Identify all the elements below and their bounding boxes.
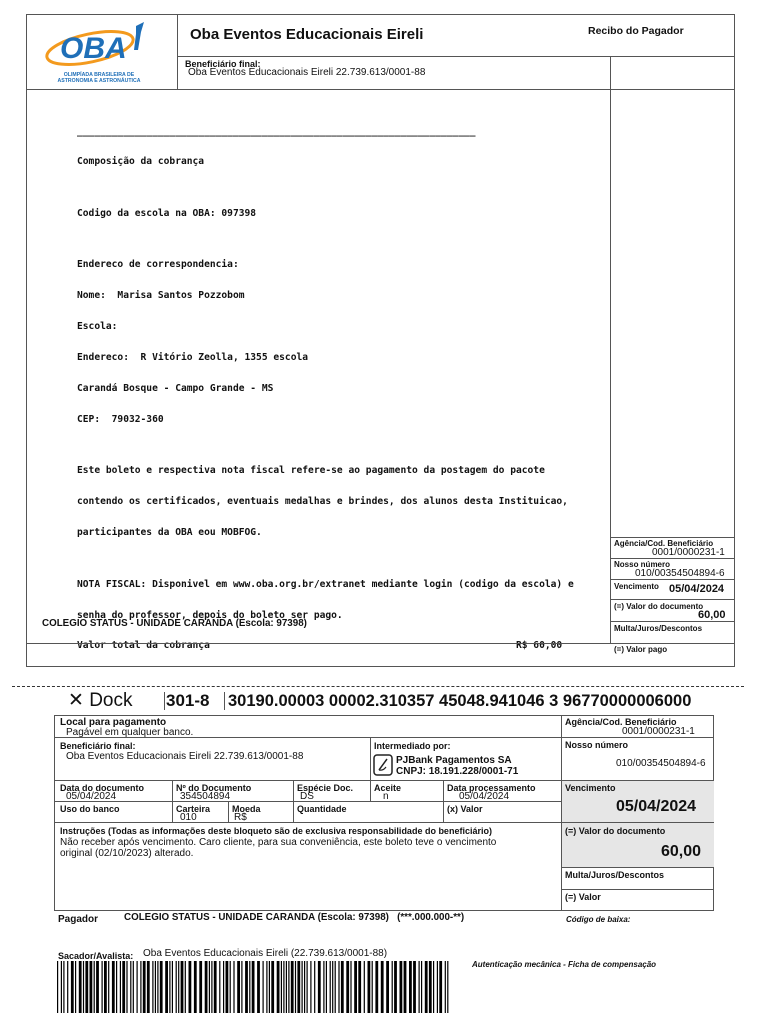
barcode-bar — [176, 961, 177, 1013]
slip-beneficiary-value: Oba Eventos Educacionais Eireli 22.739.613/0001-88 — [66, 751, 304, 762]
barcode — [57, 961, 451, 1013]
barcode-bar — [257, 961, 260, 1013]
instrucoes-line-2: original (02/10/2023) alterado. — [60, 848, 194, 859]
barcode-bar — [152, 961, 153, 1013]
barcode-bar — [447, 961, 448, 1013]
pagador-name: COLEGIO STATUS - UNIDADE CARANDA (Escola: 97398) — [124, 912, 389, 923]
barcode-bar — [63, 961, 64, 1013]
receipt-nosso-numero-label: Nosso número — [614, 560, 671, 569]
receipt-agencia-value: 0001/0000231-1 — [652, 547, 725, 558]
barcode-bar — [223, 961, 224, 1013]
receipt-bottom-divider — [26, 643, 735, 644]
barcode-bar — [354, 961, 357, 1013]
nota-fiscal-line: senha do professor, depois do boleto ser pago. — [77, 609, 343, 621]
x-valor-label: (x) Valor — [447, 804, 483, 814]
barcode-bar — [394, 961, 397, 1013]
slip-agencia-label: Agência/Cod. Beneficiário — [565, 717, 677, 727]
instrucoes-label: Instruções (Todas as informações deste bloqueto são de exclusiva responsabilidade do beneficiário) — [60, 826, 492, 836]
barcode-bar — [165, 961, 168, 1013]
receipt-right-divider — [610, 599, 735, 600]
slip-vencimento-value: 05/04/2024 — [616, 798, 697, 815]
barcode-bar — [283, 961, 284, 1013]
barcode-bar — [281, 961, 282, 1013]
barcode-bar — [108, 961, 109, 1013]
slip-row-divider — [54, 822, 714, 823]
barcode-bar — [392, 961, 393, 1013]
barcode-bar — [226, 961, 229, 1013]
barcode-bar — [381, 961, 384, 1013]
moeda-value: R$ — [234, 812, 247, 823]
barcode-bar — [419, 961, 420, 1013]
barcode-bar — [122, 961, 125, 1013]
barcode-bar — [67, 961, 68, 1013]
receipt-payer: COLEGIO STATUS - UNIDADE CARANDA (Escola: 97398) — [42, 618, 307, 629]
receipt-vencimento-label: Vencimento — [614, 582, 659, 591]
barcode-bar — [172, 961, 173, 1013]
slip-valor-documento-label: (=) Valor do documento — [565, 826, 666, 836]
barcode-bar — [271, 961, 274, 1013]
barcode-bar — [96, 961, 99, 1013]
barcode-bar — [112, 961, 115, 1013]
receipt-right-divider — [610, 579, 735, 580]
slip-right-divider — [561, 867, 714, 868]
address-street: Endereco: R Vitório Zeolla, 1355 escola — [77, 352, 309, 364]
barcode-bar — [338, 961, 339, 1013]
barcode-bar — [233, 961, 234, 1013]
sacador-label: Sacador/Avalista: — [58, 951, 134, 961]
barcode-bar — [346, 961, 349, 1013]
barcode-bar — [71, 961, 74, 1013]
receipt-beneficiary-value: Oba Eventos Educacionais Eireli 22.739.613/0001-88 — [188, 67, 426, 78]
barcode-bar — [169, 961, 170, 1013]
address-cep: CEP: 79032-360 — [77, 413, 164, 425]
barcode-bar — [126, 961, 127, 1013]
barcode-bar — [157, 961, 158, 1013]
barcode-bar — [368, 961, 371, 1013]
codigo-baixa-label: Código de baixa: — [566, 915, 631, 924]
barcode-bar — [116, 961, 117, 1013]
barcode-bar — [241, 961, 242, 1013]
barcode-bar — [358, 961, 361, 1013]
barcode-bar — [245, 961, 248, 1013]
autenticacao-label: Autenticação mecânica - Ficha de compensação — [472, 960, 657, 969]
receipt-right-divider — [610, 558, 735, 559]
barcode-bar — [237, 961, 240, 1013]
receipt-nosso-numero-value: 010/00354504894-6 — [635, 568, 725, 579]
barcode-bar — [341, 961, 344, 1013]
header-title-divider — [177, 56, 735, 57]
barcode-bar — [85, 961, 88, 1013]
data-processamento-value: 05/04/2024 — [459, 791, 510, 802]
barcode-bar — [249, 961, 250, 1013]
address-name: Nome: Marisa Santos Pozzobom — [77, 290, 245, 302]
composition-line: _____________________________________________________________________ — [77, 125, 476, 137]
barcode-bar — [323, 961, 324, 1013]
intermediado-label: Intermediado por: — [374, 741, 451, 751]
barcode-bar — [189, 961, 192, 1013]
barcode-bar — [433, 961, 434, 1013]
pagador-label: Pagador — [58, 914, 99, 925]
receipt-right-divider — [610, 537, 735, 538]
local-pagamento-label: Local para pagamento — [60, 717, 167, 728]
receipt-beneficiary-label: Beneficiário final: — [185, 59, 261, 69]
description-line: contendo os certificados, eventuais medalhas e brindes, dos alunos desta Instituicao, — [77, 496, 568, 508]
receipt-valor-documento-value: 60,00 — [698, 609, 726, 621]
description-line: participantes da OBA eou MOBFOG. — [77, 527, 262, 539]
barcode-bar — [79, 961, 82, 1013]
barcode-bar — [386, 961, 389, 1013]
slip-valor-documento-value: 60,00 — [661, 843, 702, 860]
barcode-bar — [61, 961, 62, 1013]
oba-logo-subtitle-2: ASTRONOMIA E ASTRONÁUTICA — [57, 78, 141, 84]
barcode-bar — [302, 961, 303, 1013]
receipt-vencimento-value: 05/04/2024 — [669, 583, 725, 595]
barcode-bar — [155, 961, 156, 1013]
slip-agencia-value: 0001/0000231-1 — [622, 726, 695, 737]
barcode-bar — [205, 961, 208, 1013]
barcode-bar — [409, 961, 412, 1013]
header-bottom-divider — [26, 89, 735, 90]
barcode-bar — [277, 961, 280, 1013]
pjbank-icon — [373, 754, 393, 776]
intermediado-name: PJBank Pagamentos SA — [396, 755, 512, 766]
barcode-bar — [130, 961, 131, 1013]
barcode-bar — [209, 961, 210, 1013]
barcode-bar — [304, 961, 305, 1013]
cut-line — [12, 686, 744, 687]
address-city: Carandá Bosque - Campo Grande - MS — [77, 383, 274, 395]
barcode-bar — [314, 961, 315, 1013]
barcode-bar — [413, 961, 416, 1013]
intermediado-cnpj: CNPJ: 18.191.228/0001-71 — [396, 766, 519, 777]
barcode-bar — [181, 961, 184, 1013]
barcode-bar — [266, 961, 267, 1013]
barcode-bar — [194, 961, 197, 1013]
address-school: Escola: — [77, 321, 118, 333]
aceite-label: Aceite — [374, 783, 402, 793]
barcode-bar — [332, 961, 333, 1013]
numero-documento-value: 354504894 — [180, 791, 231, 802]
slip-row-divider — [54, 737, 714, 738]
barcode-bar — [83, 961, 84, 1013]
barcode-bar — [445, 961, 446, 1013]
barcode-bar — [137, 961, 138, 1013]
barcode-bar — [94, 961, 95, 1013]
barcode-bar — [439, 961, 442, 1013]
slip-vencimento-label: Vencimento — [565, 783, 616, 793]
uso-banco-label: Uso do banco — [60, 804, 120, 814]
barcode-bar — [326, 961, 327, 1013]
barcode-bar — [178, 961, 179, 1013]
company-title: Oba Eventos Educacionais Eireli — [190, 26, 424, 43]
barcode-bar — [335, 961, 336, 1013]
numero-documento-label: Nº do Documento — [176, 783, 252, 793]
slip-col-divider — [370, 780, 371, 801]
barcode-bar — [372, 961, 373, 1013]
slip-right-divider — [561, 889, 714, 890]
barcode-bar — [120, 961, 121, 1013]
slip-beneficiary-label: Beneficiário final: — [60, 741, 136, 751]
especie-doc-label: Espécie Doc. — [297, 783, 354, 793]
dock-logo-text: Dock — [89, 690, 133, 711]
barcode-bar — [364, 961, 365, 1013]
barcode-bar — [160, 961, 163, 1013]
barcode-bar — [310, 961, 311, 1013]
dock-logo — [68, 690, 133, 712]
barcode-bar — [350, 961, 351, 1013]
barcode-bar — [288, 961, 289, 1013]
pagador-doc: (***.000.000-**) — [397, 912, 465, 923]
bank-code-divider — [164, 692, 165, 710]
slip-nosso-numero-value: 010/00354504894-6 — [616, 758, 706, 769]
barcode-bar — [286, 961, 287, 1013]
barcode-bar — [230, 961, 231, 1013]
barcode-bar — [429, 961, 432, 1013]
oba-logo-subtitle-1: OLIMPÍADA BRASILEIRA DE — [63, 72, 135, 78]
slip-right-column-divider — [561, 715, 562, 911]
composition-title: Composição da cobrança — [77, 156, 205, 168]
receipt-right-column-divider — [610, 56, 611, 643]
slip-row-divider — [54, 801, 561, 802]
school-code: Codigo da escola na OBA: 097398 — [77, 207, 257, 219]
receipt-valor-pago-label: (=) Valor pago — [614, 645, 668, 654]
digitable-line: 30190.00003 00002.310357 45048.941046 3 96770000006000 — [228, 692, 692, 710]
barcode-bar — [307, 961, 308, 1013]
barcode-bar — [297, 961, 300, 1013]
barcode-bar — [133, 961, 134, 1013]
aceite-value: n — [383, 791, 389, 802]
moeda-label: Moeda — [232, 804, 261, 814]
barcode-bar — [421, 961, 422, 1013]
receipt-right-divider — [610, 621, 735, 622]
sacador-value: Oba Eventos Educacionais Eireli (22.739.613/0001-88) — [143, 948, 388, 959]
barcode-bar — [143, 961, 146, 1013]
barcode-bar — [425, 961, 428, 1013]
barcode-bar — [219, 961, 220, 1013]
header-logo-divider — [177, 14, 178, 89]
barcode-bar — [147, 961, 150, 1013]
receipt-label: Recibo do Pagador — [588, 25, 684, 37]
data-processamento-label: Data processamento — [447, 783, 536, 793]
description-line: Este boleto e respectiva nota fiscal refere-se ao pagamento da postagem do pacote — [77, 465, 545, 477]
total-line: Valor total da cobrança R$ 60,00 — [77, 640, 563, 652]
nota-fiscal-line: NOTA FISCAL: Disponivel em www.oba.org.br/extranet mediante login (codigo da escola) e — [77, 578, 574, 590]
barcode-bar — [185, 961, 186, 1013]
barcode-bar — [263, 961, 264, 1013]
address-header: Endereco de correspondencia: — [77, 259, 239, 271]
dock-x-icon: ✕ — [68, 690, 84, 711]
digitable-line-divider — [224, 692, 225, 710]
barcode-bar — [404, 961, 407, 1013]
barcode-bar — [75, 961, 76, 1013]
barcode-bar — [437, 961, 438, 1013]
instrucoes-line-1: Não receber após vencimento. Caro cliente, para sua conveniência, este boleto teve o vencimento — [60, 837, 497, 848]
barcode-bar — [269, 961, 270, 1013]
slip-nosso-numero-label: Nosso número — [565, 740, 629, 750]
barcode-bar — [102, 961, 103, 1013]
data-documento-label: Data do documento — [60, 783, 145, 793]
data-documento-value: 05/04/2024 — [66, 791, 117, 802]
intermediado-divider — [370, 737, 371, 780]
oba-logo — [40, 20, 158, 84]
carteira-label: Carteira — [176, 804, 211, 814]
especie-doc-value: DS — [300, 791, 314, 802]
barcode-bar — [330, 961, 331, 1013]
slip-col-divider — [228, 801, 229, 822]
barcode-bar — [211, 961, 212, 1013]
barcode-bar — [140, 961, 141, 1013]
barcode-bar — [375, 961, 378, 1013]
barcode-bar — [199, 961, 202, 1013]
barcode-bar — [318, 961, 321, 1013]
receipt-agencia-label: Agência/Cod. Beneficiário — [614, 539, 714, 548]
barcode-bar — [104, 961, 107, 1013]
bank-code: 301-8 — [166, 691, 210, 710]
barcode-bar — [400, 961, 403, 1013]
carteira-value: 010 — [180, 812, 197, 823]
barcode-bar — [214, 961, 217, 1013]
barcode-bar — [295, 961, 296, 1013]
receipt-valor-documento-label: (=) Valor do documento — [614, 602, 704, 611]
local-pagamento-value: Pagável em qualquer banco. — [66, 727, 194, 738]
barcode-bar — [57, 961, 58, 1013]
slip-row-divider — [54, 780, 714, 781]
slip-multa-label: Multa/Juros/Descontos — [565, 870, 665, 880]
barcode-bar — [291, 961, 294, 1013]
slip-valor-label: (=) Valor — [565, 892, 601, 902]
oba-logo-text: OBA — [60, 32, 127, 65]
composition-text — [77, 106, 574, 662]
barcode-bar — [90, 961, 93, 1013]
quantidade-label: Quantidade — [297, 804, 347, 814]
pagador-value — [124, 912, 464, 923]
receipt-multa-label: Multa/Juros/Descontos — [614, 624, 703, 633]
barcode-bar — [252, 961, 255, 1013]
